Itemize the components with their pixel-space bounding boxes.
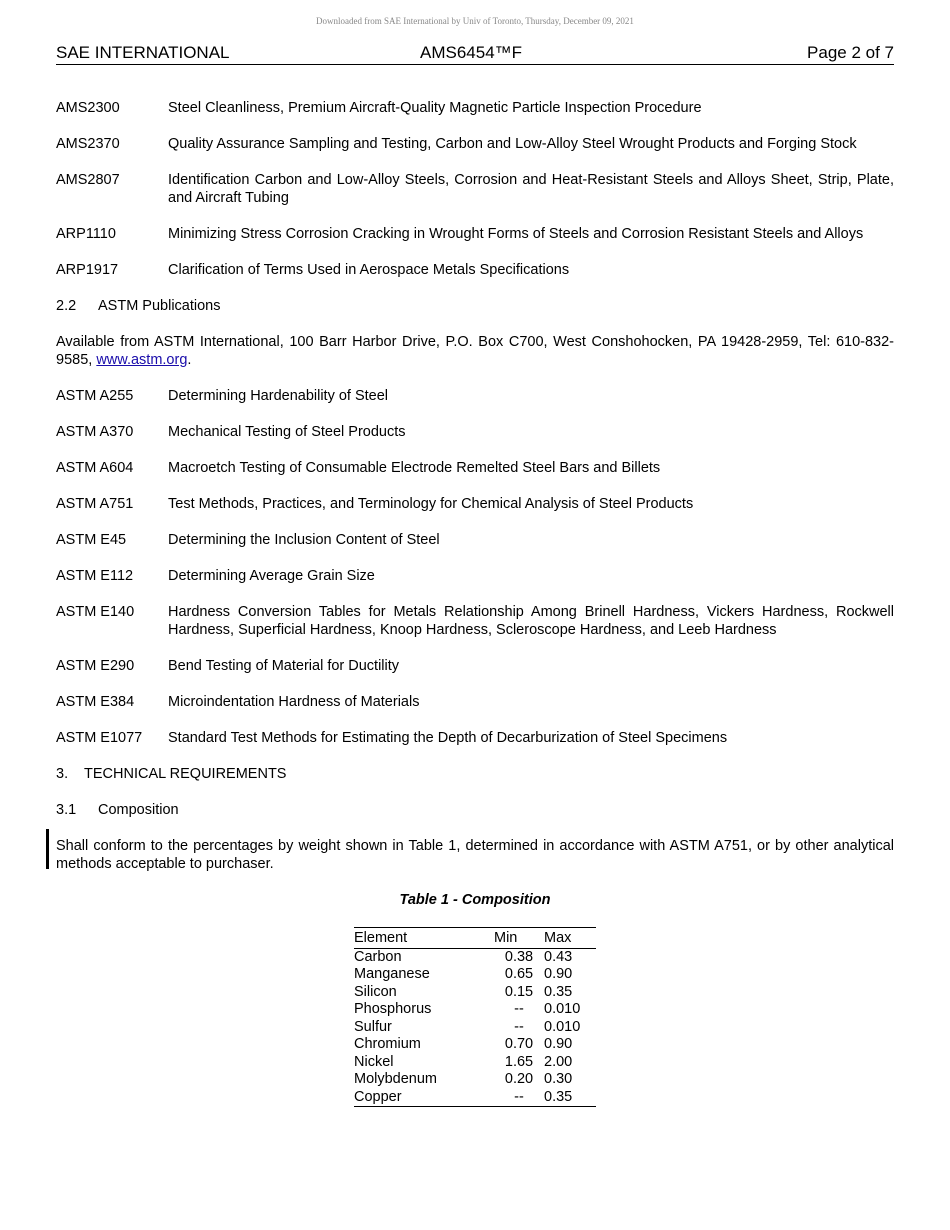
- revision-change-bar: [46, 829, 49, 869]
- element-cell: Molybdenum: [354, 1071, 438, 1087]
- reference-code: AMS2370: [56, 136, 120, 152]
- min-cell: 0.20: [504, 1071, 534, 1087]
- min-cell: 0.65: [504, 966, 534, 982]
- min-cell: --: [514, 1001, 524, 1017]
- reference-item: [56, 729, 894, 747]
- reference-code: ASTM A751: [56, 496, 134, 512]
- reference-code: ASTM A604: [56, 460, 134, 476]
- reference-title: Macroetch Testing of Consumable Electrode Remelted Steel Bars and Billets: [168, 460, 661, 476]
- max-cell: 0.010: [544, 1018, 581, 1035]
- max-cell: 0.010: [544, 1001, 581, 1017]
- min-cell: 0.70: [504, 1036, 534, 1052]
- reference-title: Microindentation Hardness of Materials: [168, 694, 420, 710]
- section-number: 2.2: [56, 298, 77, 314]
- section-3-heading: [56, 765, 894, 783]
- table-row: [354, 1071, 596, 1089]
- reference-item: [56, 423, 894, 441]
- min-cell: --: [514, 1088, 524, 1105]
- element-cell: Carbon: [354, 948, 402, 965]
- reference-item: [56, 261, 894, 279]
- column-header-max: Max: [544, 928, 596, 949]
- section-title: Composition: [98, 802, 179, 818]
- reference-code: ASTM E140: [56, 604, 135, 620]
- document-body: [56, 99, 894, 1107]
- reference-code: ASTM A370: [56, 424, 134, 440]
- table-row: [354, 984, 596, 1002]
- section-title: ASTM Publications: [98, 298, 221, 314]
- reference-item: [56, 225, 894, 243]
- page-header: [56, 44, 894, 65]
- availability-text: Available from ASTM International, 100 Barr Harbor Drive, P.O. Box C700, West Conshohocken, PA 19428-2959, Tel: 610-832-9585,: [56, 334, 894, 368]
- reference-code: ASTM E290: [56, 658, 135, 674]
- table-row: [354, 1089, 596, 1107]
- section-3-1-heading: [56, 801, 894, 819]
- astm-availability-paragraph: [56, 333, 894, 369]
- column-header-element: Element: [354, 928, 494, 949]
- reference-title: Minimizing Stress Corrosion Cracking in Wrought Forms of Steels and Corrosion Resistant Steels and Alloys: [168, 226, 864, 242]
- element-cell: Silicon: [354, 983, 397, 1000]
- availability-period: .: [187, 352, 192, 368]
- header-doc-id: AMS6454™F: [420, 43, 523, 62]
- min-cell: 0.15: [504, 983, 534, 1000]
- section-number: 3.1: [56, 802, 77, 818]
- max-cell: 0.90: [544, 966, 573, 982]
- max-cell: 0.43: [544, 948, 573, 965]
- section-title: TECHNICAL REQUIREMENTS: [84, 766, 287, 782]
- reference-item: [56, 387, 894, 405]
- element-cell: Copper: [354, 1088, 402, 1105]
- table-body: [354, 948, 596, 1107]
- reference-title: Standard Test Methods for Estimating the Depth of Decarburization of Steel Specimens: [168, 730, 728, 746]
- reference-title: Clarification of Terms Used in Aerospace Metals Specifications: [168, 262, 570, 278]
- max-cell: 2.00: [544, 1053, 573, 1070]
- astm-website-link[interactable]: www.astm.org: [96, 352, 188, 368]
- reference-title: Determining Hardenability of Steel: [168, 388, 389, 404]
- table-row: [354, 1019, 596, 1037]
- ams-reference-list: [56, 99, 894, 279]
- reference-item: [56, 531, 894, 549]
- table-row: [354, 966, 596, 984]
- reference-title: Mechanical Testing of Steel Products: [168, 424, 406, 440]
- composition-table: [354, 927, 596, 1107]
- reference-item: [56, 99, 894, 117]
- table-row: [354, 1054, 596, 1072]
- reference-item: [56, 459, 894, 477]
- reference-code: ASTM E1077: [56, 730, 143, 746]
- composition-text: Shall conform to the percentages by weight shown in Table 1, determined in accordance with ASTM A751, or by other analytical methods acceptable to purchaser.: [56, 838, 894, 872]
- header-page-number: Page 2 of 7: [807, 43, 894, 62]
- reference-title: Bend Testing of Material for Ductility: [168, 658, 400, 674]
- table-row: [354, 1001, 596, 1019]
- reference-title: Determining the Inclusion Content of Steel: [168, 532, 440, 548]
- reference-code: ASTM E45: [56, 532, 127, 548]
- min-cell: 1.65: [504, 1053, 534, 1070]
- reference-code: ASTM A255: [56, 388, 134, 404]
- min-cell: 0.38: [504, 948, 534, 965]
- reference-code: ARP1110: [56, 226, 116, 242]
- element-cell: Chromium: [354, 1036, 421, 1052]
- reference-code: AMS2807: [56, 172, 120, 188]
- composition-paragraph: [56, 837, 894, 873]
- max-cell: 0.35: [544, 983, 573, 1000]
- reference-title: Steel Cleanliness, Premium Aircraft-Quality Magnetic Particle Inspection Procedure: [168, 100, 702, 116]
- max-cell: 0.35: [544, 1088, 573, 1105]
- reference-item: [56, 171, 894, 207]
- reference-item: [56, 657, 894, 675]
- reference-title: Identification Carbon and Low-Alloy Steels, Corrosion and Heat-Resistant Steels and Alloys Sheet, Strip, Plate, and Aircraft Tubing: [168, 172, 894, 206]
- table-row: [354, 1036, 596, 1054]
- reference-code: ARP1917: [56, 262, 119, 278]
- reference-title: Test Methods, Practices, and Terminology for Chemical Analysis of Steel Products: [168, 496, 694, 512]
- reference-item: [56, 135, 894, 153]
- download-watermark: Downloaded from SAE International by Univ of Toronto, Thursday, December 09, 2021: [316, 16, 634, 26]
- reference-code: ASTM E384: [56, 694, 135, 710]
- table-row: [354, 948, 596, 966]
- reference-item: [56, 603, 894, 639]
- astm-reference-list: [56, 387, 894, 747]
- reference-item: [56, 495, 894, 513]
- element-cell: Manganese: [354, 966, 430, 982]
- table-header-row: [354, 928, 596, 949]
- element-cell: Phosphorus: [354, 1001, 432, 1017]
- header-org: SAE INTERNATIONAL: [56, 43, 230, 62]
- reference-title: Hardness Conversion Tables for Metals Relationship Among Brinell Hardness, Vickers Hardness, Rockwell Hardness, Superficial Hardness, Knoop Hardness, Scleroscope Hardness, and Leeb Hardness: [168, 604, 894, 638]
- reference-item: [56, 567, 894, 585]
- element-cell: Sulfur: [354, 1018, 392, 1035]
- max-cell: 0.30: [544, 1071, 573, 1087]
- reference-code: ASTM E112: [56, 568, 134, 584]
- min-cell: --: [514, 1018, 524, 1035]
- max-cell: 0.90: [544, 1036, 573, 1052]
- element-cell: Nickel: [354, 1053, 394, 1070]
- section-number: 3.: [56, 766, 69, 782]
- section-2-2-heading: [56, 297, 894, 315]
- table-caption: Table 1 - Composition: [399, 892, 551, 908]
- column-header-min: Min: [494, 928, 544, 949]
- reference-title: Determining Average Grain Size: [168, 568, 375, 584]
- reference-item: [56, 693, 894, 711]
- reference-title: Quality Assurance Sampling and Testing, Carbon and Low-Alloy Steel Wrought Products and Forging Stock: [168, 136, 857, 152]
- reference-code: AMS2300: [56, 100, 120, 116]
